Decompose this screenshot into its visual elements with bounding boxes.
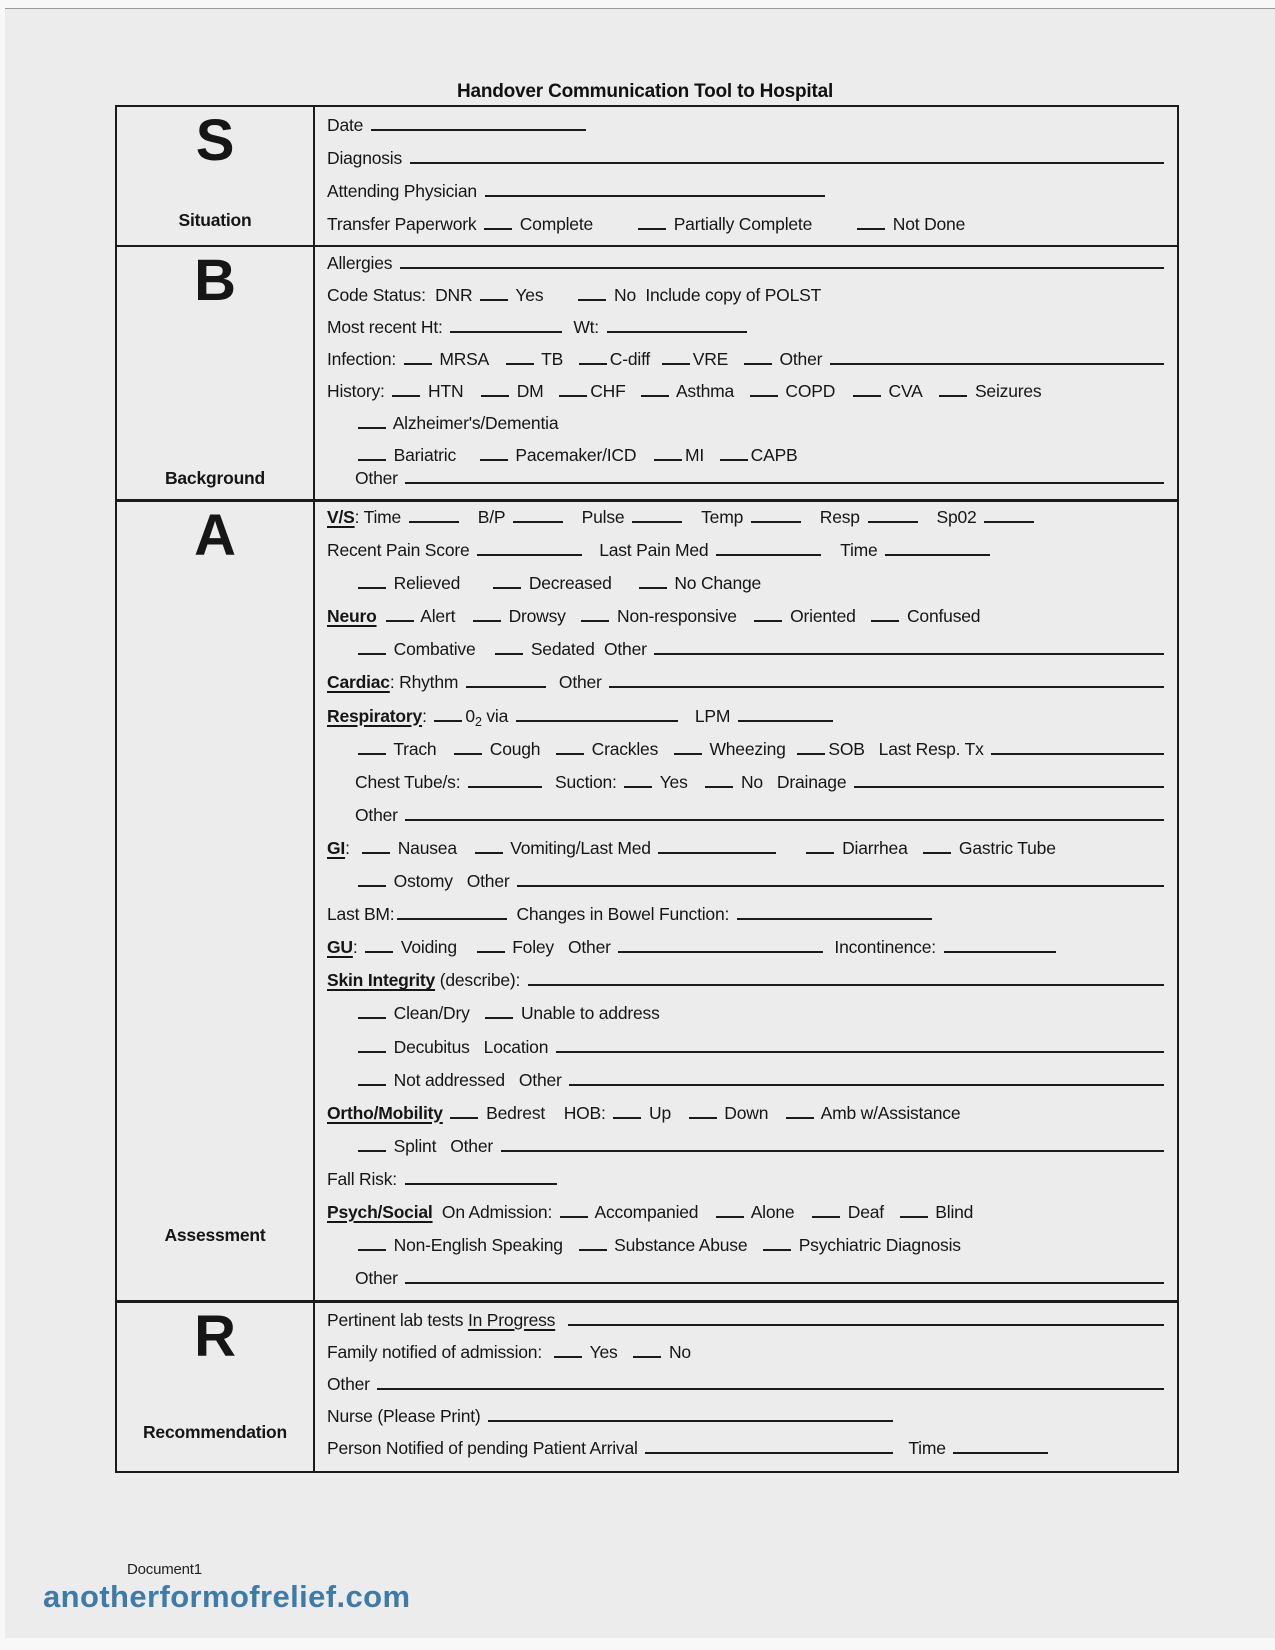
blank-field[interactable] — [488, 1415, 893, 1422]
blank-field[interactable] — [517, 880, 1164, 887]
form-line — [327, 1406, 1167, 1438]
blank-field[interactable] — [386, 615, 414, 622]
form-text: Time — [908, 1438, 951, 1458]
blank-field[interactable] — [358, 454, 386, 461]
form-text — [443, 1103, 448, 1124]
form-text: Temp — [701, 507, 748, 527]
blank-field[interactable] — [991, 748, 1164, 755]
blank-field[interactable] — [358, 648, 386, 655]
blank-field[interactable] — [358, 1012, 386, 1019]
form-text: Gastric Tube — [954, 837, 1056, 858]
section-letter-assessment: A — [194, 503, 236, 568]
section-letter-background: B — [194, 248, 236, 313]
form-text: Yes — [655, 771, 693, 792]
form-text: Infection: — [327, 349, 401, 369]
form-text: Attending Physician — [327, 181, 482, 201]
underlined-text: In Progress — [467, 1310, 556, 1330]
blank-field[interactable] — [871, 615, 899, 622]
form-row-situation — [117, 107, 1177, 245]
form-text: Person Notified of pending Patient Arrival — [327, 1438, 643, 1458]
section-heading-text: Psych/Social — [327, 1201, 433, 1222]
blank-field[interactable] — [358, 582, 386, 589]
footer-document-label: Document1 — [127, 1561, 202, 1578]
section-heading-text: Skin Integrity — [327, 970, 436, 991]
blank-field[interactable] — [556, 748, 584, 755]
form-text: Decubitus Location — [389, 1036, 553, 1057]
form-text: HTN — [423, 381, 469, 401]
blank-field[interactable] — [556, 1046, 1164, 1053]
form-text: Diarrhea — [837, 837, 913, 858]
blank-field[interactable] — [607, 326, 747, 333]
form-line — [327, 413, 1167, 445]
form-text: Decreased — [524, 573, 612, 594]
form-text: Substance Abuse — [609, 1235, 753, 1256]
form-text: Last Pain Med — [599, 540, 714, 561]
section-heading-text: Neuro — [327, 606, 377, 627]
form-text: Not Done — [888, 214, 966, 234]
section-letter-cell-assessment — [117, 502, 315, 1300]
blank-field[interactable] — [854, 781, 1164, 788]
blank-field[interactable] — [506, 358, 534, 365]
form-text: Changes in Bowel Function: — [516, 904, 734, 925]
blank-field[interactable] — [716, 1211, 744, 1218]
form-line — [327, 285, 1167, 317]
form-text: Alone — [747, 1201, 800, 1222]
blank-field[interactable] — [857, 223, 885, 230]
blank-field[interactable] — [477, 549, 582, 556]
blank-field[interactable] — [632, 516, 682, 523]
blank-field[interactable] — [365, 946, 393, 953]
blank-field[interactable] — [405, 1277, 1164, 1284]
form-text: Clean/Dry — [389, 1003, 475, 1024]
form-text: CAPB — [750, 445, 798, 465]
form-text: LPM — [694, 705, 735, 726]
form-text: Fall Risk: — [327, 1168, 402, 1189]
form-text: Bariatric — [389, 445, 461, 465]
page-title: Handover Communication Tool to Hospital — [456, 81, 834, 102]
section-heading-text: GU — [327, 937, 353, 958]
footer-site-link[interactable]: anotherformofrelief.com — [43, 1579, 411, 1614]
form-text: Complete — [515, 214, 594, 234]
blank-field[interactable] — [654, 648, 1164, 655]
section-heading-text: Ortho/Mobility — [327, 1102, 443, 1123]
blank-field[interactable] — [705, 781, 733, 788]
form-text: Oriented — [785, 606, 861, 627]
form-text: Suction: — [555, 771, 622, 792]
form-text: Non-responsive — [612, 606, 742, 627]
form-line — [327, 507, 1167, 540]
form-line — [327, 1342, 1167, 1374]
blank-field[interactable] — [613, 1112, 641, 1119]
blank-field[interactable] — [480, 294, 508, 301]
section-letter-cell-background — [117, 247, 315, 499]
blank-field[interactable] — [400, 262, 1164, 269]
blank-field[interactable] — [450, 326, 562, 333]
blank-field[interactable] — [812, 1211, 840, 1218]
form-text: Amb w/Assistance — [816, 1102, 961, 1123]
form-text: B/P — [477, 507, 510, 527]
blank-field[interactable] — [405, 477, 1164, 484]
section-label-recommendation: Recommendation — [142, 1422, 288, 1442]
form-text: Not addressed Other — [389, 1069, 567, 1090]
blank-field[interactable] — [409, 516, 459, 523]
blank-field[interactable] — [662, 358, 690, 365]
form-line — [327, 1438, 1167, 1470]
section-heading-text: Respiratory — [327, 705, 423, 726]
form-text: 0 — [465, 705, 475, 726]
blank-field[interactable] — [516, 715, 678, 722]
form-line — [327, 573, 1167, 606]
form-text: COPD — [780, 381, 840, 401]
blank-field[interactable] — [797, 748, 825, 755]
blank-field[interactable] — [738, 715, 833, 722]
blank-field[interactable] — [641, 390, 669, 397]
form-text: Nurse (Please Print) — [327, 1406, 486, 1426]
section-letter-situation: S — [195, 108, 235, 173]
blank-field[interactable] — [953, 1447, 1048, 1454]
section-content-situation — [315, 107, 1177, 245]
form-text — [555, 1310, 564, 1331]
blank-field[interactable] — [689, 1112, 717, 1119]
blank-field[interactable] — [624, 781, 652, 788]
blank-field[interactable] — [560, 1211, 588, 1218]
section-label-background: Background — [164, 468, 266, 488]
blank-field[interactable] — [830, 358, 1164, 365]
form-line — [327, 1136, 1167, 1169]
subscript-text: 2 — [474, 714, 482, 729]
blank-field[interactable] — [468, 781, 542, 788]
form-text: Partially Complete — [669, 214, 813, 234]
form-text: Up — [644, 1102, 676, 1123]
form-line — [327, 349, 1167, 381]
form-text: Trach — [389, 738, 442, 759]
form-line — [327, 970, 1167, 1003]
blank-field[interactable] — [358, 880, 386, 887]
blank-field[interactable] — [581, 615, 609, 622]
blank-field[interactable] — [900, 1211, 928, 1218]
form-text: Resp — [819, 507, 865, 527]
blank-field[interactable] — [944, 946, 1056, 953]
form-text: Sp02 — [936, 507, 982, 527]
form-text: Cough — [485, 738, 545, 759]
form-text: Bedrest HOB: — [481, 1102, 611, 1123]
form-text: No Include copy of POLST — [609, 285, 822, 305]
section-content-background — [315, 247, 1177, 499]
form-line — [327, 639, 1167, 672]
blank-field[interactable] — [477, 946, 505, 953]
blank-field[interactable] — [371, 124, 586, 131]
section-heading-text: GI — [327, 837, 346, 858]
section-content-assessment — [315, 502, 1177, 1300]
blank-field[interactable] — [579, 1244, 607, 1251]
form-text: Asthma — [672, 381, 739, 401]
blank-field[interactable] — [786, 1112, 814, 1119]
form-line — [327, 772, 1167, 805]
blank-field[interactable] — [434, 715, 462, 722]
form-text: (describe): — [435, 970, 525, 991]
section-heading-text: Cardiac — [327, 672, 390, 693]
form-text: : Rhythm — [389, 672, 463, 693]
blank-field[interactable] — [501, 1145, 1164, 1152]
blank-field[interactable] — [744, 358, 772, 365]
blank-field[interactable] — [493, 582, 521, 589]
form-text: Chest Tube/s: — [355, 771, 466, 792]
form-text: Drowsy — [503, 606, 571, 627]
blank-field[interactable] — [923, 847, 951, 854]
form-text: On Admission: — [432, 1201, 557, 1222]
form-text: via — [481, 705, 513, 726]
form-text: CHF — [590, 381, 631, 401]
form-text: Yes — [511, 285, 544, 305]
blank-field[interactable] — [984, 516, 1034, 523]
blank-field[interactable] — [609, 681, 1164, 688]
blank-field[interactable] — [568, 1319, 1164, 1326]
form-text: Ostomy Other — [389, 871, 515, 892]
form-text: Other — [355, 804, 403, 825]
form-line — [327, 181, 1167, 214]
form-text: C-diff — [609, 349, 655, 369]
blank-field[interactable] — [481, 390, 509, 397]
form-text: Other — [355, 468, 403, 488]
form-text: No Drainage — [736, 771, 852, 792]
form-text: Other — [355, 1268, 403, 1289]
blank-field[interactable] — [638, 223, 666, 230]
blank-field[interactable] — [528, 979, 1164, 986]
section-letter-cell-recommendation — [117, 1303, 315, 1471]
blank-field[interactable] — [404, 358, 432, 365]
form-text: Other — [327, 1374, 375, 1394]
form-text: TB — [536, 349, 568, 369]
blank-field[interactable] — [569, 1079, 1164, 1086]
section-content-recommendation — [315, 1303, 1177, 1471]
blank-field[interactable] — [751, 516, 801, 523]
blank-field[interactable] — [645, 1447, 893, 1454]
form-text: Pertinent lab tests — [327, 1310, 468, 1330]
form-text: Alert — [416, 606, 460, 627]
blank-field[interactable] — [939, 390, 967, 397]
form-line — [327, 739, 1167, 772]
form-text: Diagnosis — [327, 148, 407, 168]
form-text: Family notified of admission: — [327, 1342, 552, 1362]
form-text: Combative — [389, 639, 481, 660]
blank-field[interactable] — [473, 615, 501, 622]
blank-field[interactable] — [639, 582, 667, 589]
form-text: Alzheimer's/Dementia — [389, 413, 559, 433]
blank-field[interactable] — [579, 358, 607, 365]
blank-field[interactable] — [754, 615, 782, 622]
blank-field[interactable] — [358, 1046, 386, 1053]
form-text: Wt: — [573, 317, 604, 337]
form-line — [327, 1268, 1167, 1300]
form-text: Accompanied — [590, 1201, 703, 1222]
blank-field[interactable] — [885, 549, 990, 556]
blank-field[interactable] — [358, 1244, 386, 1251]
blank-field[interactable] — [633, 1351, 661, 1358]
form-text: Psychiatric Diagnosis — [794, 1235, 961, 1256]
form-text: Crackles — [587, 738, 663, 759]
form-text: Voiding — [396, 937, 462, 958]
form-text: Date — [327, 115, 368, 135]
form-text: DM — [512, 381, 549, 401]
form-text: SOB Last Resp. Tx — [828, 738, 989, 759]
form-text: Code Status: DNR — [327, 285, 478, 305]
blank-field[interactable] — [658, 847, 776, 854]
form-text: Incontinence: — [834, 937, 941, 958]
form-line — [327, 148, 1167, 181]
blank-field[interactable] — [450, 1112, 478, 1119]
form-text: Confused — [902, 606, 981, 627]
sbar-form-table — [115, 105, 1179, 1473]
form-text: CVA — [883, 381, 927, 401]
blank-field[interactable] — [853, 390, 881, 397]
form-text: Foley Other — [507, 937, 616, 958]
blank-field[interactable] — [405, 814, 1164, 821]
section-heading-text: V/S — [327, 507, 355, 527]
form-text: Last BM: — [327, 904, 395, 925]
form-text: No — [664, 1342, 691, 1362]
blank-field[interactable] — [466, 681, 546, 688]
form-line — [327, 381, 1167, 413]
blank-field[interactable] — [358, 1079, 386, 1086]
blank-field[interactable] — [763, 1244, 791, 1251]
blank-field[interactable] — [716, 549, 821, 556]
form-line — [327, 1310, 1167, 1342]
form-text: VRE — [692, 349, 733, 369]
form-text: Pacemaker/ICD — [510, 445, 641, 465]
form-line — [327, 1103, 1167, 1136]
form-text: : Time — [354, 507, 406, 527]
form-text: Recent Pain Score — [327, 540, 475, 561]
form-line — [327, 1235, 1167, 1268]
form-text: Down — [719, 1102, 773, 1123]
form-text: History: — [327, 381, 390, 401]
form-text: : — [345, 837, 360, 858]
form-text: : — [352, 937, 363, 958]
form-line — [327, 871, 1167, 904]
form-text: Nausea — [393, 837, 462, 858]
form-line — [327, 115, 1167, 148]
form-text: Wheezing — [704, 738, 791, 759]
blank-field[interactable] — [750, 390, 778, 397]
blank-field[interactable] — [397, 913, 507, 920]
blank-field[interactable] — [578, 294, 606, 301]
form-text: Sedated Other — [526, 639, 652, 660]
form-text: MRSA — [434, 349, 493, 369]
form-text: Pulse — [581, 507, 630, 527]
blank-field[interactable] — [806, 847, 834, 854]
blank-field[interactable] — [868, 516, 918, 523]
form-line — [327, 672, 1167, 705]
form-text: No Change — [669, 573, 762, 594]
form-text: Seizures — [970, 381, 1042, 401]
form-line — [327, 1202, 1167, 1235]
form-line — [327, 317, 1167, 349]
form-text: Blind — [930, 1201, 974, 1222]
form-row-background — [117, 245, 1177, 499]
form-text: Unable to address — [516, 1003, 660, 1024]
blank-field[interactable] — [737, 913, 932, 920]
form-row-assessment — [117, 499, 1177, 1300]
form-text: Most recent Ht: — [327, 317, 448, 337]
blank-field[interactable] — [454, 748, 482, 755]
form-text: Transfer Paperwork — [327, 214, 482, 234]
blank-field[interactable] — [720, 454, 748, 461]
form-line — [327, 468, 1167, 499]
form-text: Time — [840, 540, 883, 561]
blank-field[interactable] — [485, 190, 825, 197]
page-background — [5, 8, 1275, 1638]
form-line — [327, 904, 1167, 937]
section-letter-recommendation: R — [194, 1304, 236, 1369]
blank-field[interactable] — [559, 390, 587, 397]
form-line — [327, 1003, 1167, 1036]
blank-field[interactable] — [554, 1351, 582, 1358]
blank-field[interactable] — [405, 1178, 557, 1185]
blank-field[interactable] — [358, 422, 386, 429]
blank-field[interactable] — [513, 516, 563, 523]
form-text: : — [422, 705, 432, 726]
blank-field[interactable] — [392, 390, 420, 397]
section-label-situation: Situation — [178, 210, 252, 230]
form-line — [327, 706, 1167, 739]
section-label-assessment: Assessment — [164, 1225, 266, 1245]
form-text: Other — [774, 349, 827, 369]
blank-field[interactable] — [654, 454, 682, 461]
blank-field[interactable] — [484, 223, 512, 230]
form-text: Non-English Speaking — [389, 1235, 568, 1256]
form-line — [327, 805, 1167, 838]
form-text: Yes — [585, 1342, 623, 1362]
form-line — [327, 1169, 1167, 1202]
form-line — [327, 937, 1167, 970]
form-line — [327, 253, 1167, 285]
blank-field[interactable] — [674, 748, 702, 755]
blank-field[interactable] — [485, 1012, 513, 1019]
form-line — [327, 540, 1167, 573]
blank-field[interactable] — [475, 847, 503, 854]
form-row-recommendation — [117, 1300, 1177, 1471]
form-text: Deaf — [843, 1201, 889, 1222]
blank-field[interactable] — [410, 157, 1164, 164]
form-line — [327, 1070, 1167, 1103]
form-line — [327, 1037, 1167, 1070]
blank-field[interactable] — [377, 1383, 1164, 1390]
form-line — [327, 606, 1167, 639]
blank-field[interactable] — [495, 648, 523, 655]
section-letter-cell-situation — [117, 107, 315, 245]
blank-field[interactable] — [480, 454, 508, 461]
form-text: Other — [558, 672, 607, 693]
form-line — [327, 838, 1167, 871]
blank-field[interactable] — [362, 847, 390, 854]
form-text: Vomiting/Last Med — [505, 837, 656, 858]
form-text: MI — [684, 445, 709, 465]
form-text: Allergies — [327, 253, 397, 273]
blank-field[interactable] — [358, 748, 386, 755]
blank-field[interactable] — [618, 946, 823, 953]
blank-field[interactable] — [358, 1145, 386, 1152]
form-line — [327, 214, 1167, 245]
form-text: Splint Other — [389, 1135, 498, 1156]
form-line — [327, 1374, 1167, 1406]
form-text: Relieved — [389, 573, 461, 594]
